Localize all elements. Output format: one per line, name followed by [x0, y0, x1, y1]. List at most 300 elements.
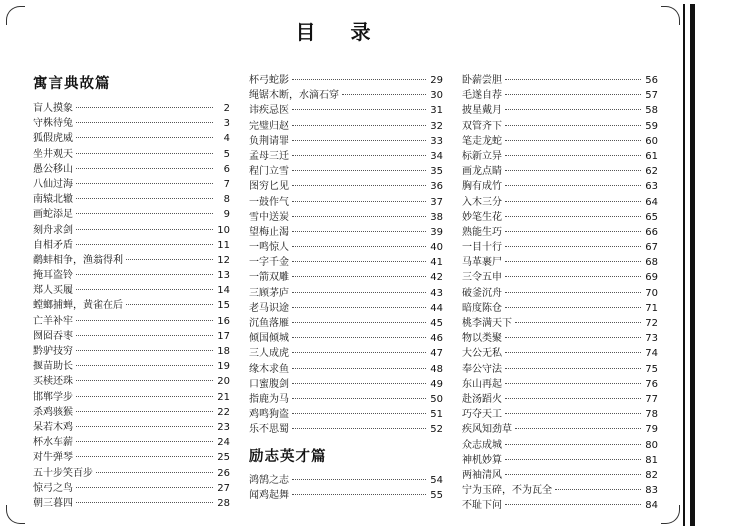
dot-leader: [515, 428, 641, 429]
entry-title: 郑人买履: [33, 285, 73, 297]
dot-leader: [505, 170, 641, 171]
entry-title: 三顾茅庐: [249, 287, 289, 299]
toc-entry[interactable]: [249, 210, 443, 225]
toc-entry[interactable]: [462, 255, 658, 270]
dot-leader: [505, 276, 641, 277]
entry-title: 一箭双雕: [249, 272, 289, 284]
section-title-inspire: 励志英才篇: [249, 447, 327, 465]
entry-title: 沉鱼落雁: [249, 318, 289, 329]
toc-entry[interactable]: [33, 101, 230, 116]
entry-title: 一字千金: [249, 257, 289, 269]
toc-entry[interactable]: [462, 331, 658, 346]
toc-entry[interactable]: [33, 481, 230, 496]
toc-entry[interactable]: [249, 88, 443, 103]
toc-entry[interactable]: [462, 407, 658, 422]
entry-page-number: 36: [430, 181, 443, 193]
toc-entry[interactable]: [33, 177, 230, 192]
entry-page-number: 45: [430, 318, 443, 329]
dot-leader: [292, 322, 426, 323]
toc-entry[interactable]: [33, 268, 230, 283]
dot-leader: [292, 201, 426, 202]
dot-leader: [505, 413, 641, 414]
entry-title: 负荆请罪: [249, 135, 289, 147]
toc-entry[interactable]: [462, 73, 658, 88]
entry-page-number: 54: [430, 474, 443, 486]
toc-entry[interactable]: [249, 103, 443, 118]
entry-page-number: 61: [645, 150, 658, 162]
dot-leader: [76, 487, 213, 488]
toc-entry[interactable]: [249, 407, 443, 422]
toc-entry[interactable]: [33, 162, 230, 177]
entry-title: 画龙点睛: [462, 166, 502, 178]
dot-leader: [292, 413, 426, 414]
dot-leader: [76, 456, 213, 457]
toc-entry[interactable]: [462, 134, 658, 149]
binding-bar: [690, 4, 695, 526]
entry-title: 熟能生巧: [462, 226, 502, 238]
entry-page-number: 60: [645, 135, 658, 147]
entry-title: 入木三分: [462, 196, 502, 208]
toc-column-1: [33, 73, 230, 511]
entry-page-number: 40: [430, 242, 443, 254]
dot-leader: [292, 428, 426, 429]
dot-leader: [76, 411, 213, 412]
binding-line: [683, 4, 685, 526]
toc-entry[interactable]: [462, 301, 658, 316]
entry-page-number: 37: [430, 196, 443, 208]
dot-leader: [505, 109, 641, 110]
dot-leader: [292, 352, 426, 353]
dot-leader: [292, 246, 426, 247]
entry-title: 奉公守法: [462, 363, 502, 375]
entry-page-number: 68: [645, 257, 658, 269]
entry-page-number: 33: [430, 135, 443, 147]
entry-title: 孟母三迁: [249, 150, 289, 162]
section-title-fables: 寓言典故篇: [33, 75, 111, 92]
entry-title: 马革裹尸: [462, 257, 502, 269]
dot-leader: [505, 504, 641, 505]
toc-entry[interactable]: [462, 498, 658, 513]
toc-entry[interactable]: [249, 164, 443, 179]
entry-title: 一鼓作气: [249, 196, 289, 208]
entry-title: 完璧归赵: [249, 120, 289, 132]
toc-entry[interactable]: [33, 298, 230, 313]
entry-title: 鸡鸣狗盗: [249, 409, 289, 421]
entry-page-number: 15: [217, 300, 230, 312]
dot-leader: [505, 201, 641, 202]
entry-page-number: 35: [430, 166, 443, 178]
entry-title: 不耻下问: [462, 500, 502, 512]
toc-entry[interactable]: [33, 390, 230, 405]
entry-title: 三令五申: [462, 272, 502, 284]
dot-leader: [505, 231, 641, 232]
dot-leader: [126, 304, 213, 305]
dot-leader: [292, 155, 426, 156]
toc-entry[interactable]: [33, 450, 230, 465]
entry-page-number: 64: [645, 196, 658, 208]
entry-page-number: 5: [223, 148, 230, 160]
dot-leader: [505, 474, 641, 475]
entry-title: 守株待兔: [33, 118, 73, 130]
dot-leader: [555, 489, 641, 490]
toc-entry[interactable]: [33, 405, 230, 420]
entry-title: 闻鸡起舞: [249, 489, 289, 501]
toc-entry[interactable]: [33, 374, 230, 389]
entry-page-number: 19: [217, 361, 230, 373]
entry-page-number: 55: [430, 489, 443, 501]
entry-title: 鸿鹄之志: [249, 474, 289, 486]
dot-leader: [76, 122, 213, 123]
toc-entry[interactable]: [249, 119, 443, 134]
dot-leader: [292, 337, 426, 338]
entry-title: 宁为玉碎，不为瓦全: [462, 485, 552, 497]
dot-leader: [76, 153, 213, 154]
toc-entry[interactable]: [249, 270, 443, 285]
entry-title: 愚公移山: [33, 163, 73, 175]
entry-page-number: 51: [430, 409, 443, 421]
entry-title: 刻舟求剑: [33, 224, 73, 236]
entry-page-number: 52: [430, 424, 443, 436]
dot-leader: [76, 335, 213, 336]
entry-page-number: 29: [430, 75, 443, 86]
dot-leader: [76, 244, 213, 245]
entry-title: 囫囵吞枣: [33, 330, 73, 342]
toc-entry[interactable]: [249, 255, 443, 270]
toc-entry[interactable]: [33, 329, 230, 344]
entry-title: 黔驴技穷: [33, 346, 73, 357]
toc-entry[interactable]: [33, 238, 230, 253]
entry-title: 绳锯木断，水滴石穿: [249, 90, 339, 102]
entry-page-number: 66: [645, 226, 658, 238]
dot-leader: [292, 276, 426, 277]
toc-entry[interactable]: [462, 483, 658, 498]
toc-entry[interactable]: [462, 453, 658, 468]
entry-page-number: 72: [645, 318, 658, 329]
entry-page-number: 73: [645, 333, 658, 345]
dot-leader: [292, 185, 426, 186]
dot-leader: [292, 398, 426, 399]
entry-title: 妙笔生花: [462, 211, 502, 223]
entry-page-number: 39: [430, 226, 443, 238]
dot-leader: [76, 426, 213, 427]
entry-title: 披星戴月: [462, 105, 502, 117]
entry-title: 巧夺天工: [462, 409, 502, 421]
toc-column-3: [462, 73, 658, 513]
entry-title: 众志成城: [462, 439, 502, 451]
dot-leader: [292, 216, 426, 217]
entry-page-number: 30: [430, 90, 443, 102]
entry-title: 笔走龙蛇: [462, 135, 502, 147]
entry-page-number: 22: [217, 406, 230, 418]
dot-leader: [292, 368, 426, 369]
toc-entry[interactable]: [249, 331, 443, 346]
dot-leader: [96, 472, 213, 473]
entry-page-number: 80: [645, 439, 658, 451]
entry-title: 毛遂自荐: [462, 90, 502, 102]
dot-leader: [505, 444, 641, 445]
entry-title: 神机妙算: [462, 454, 502, 466]
corner-ornament-bottom-right: [661, 505, 680, 524]
entry-title: 惊弓之鸟: [33, 482, 73, 494]
entry-page-number: 62: [645, 166, 658, 178]
dot-leader: [76, 320, 213, 321]
toc-entry[interactable]: [33, 207, 230, 222]
entry-title: 两袖清风: [462, 469, 502, 481]
entry-page-number: 34: [430, 150, 443, 162]
entry-title: 一目十行: [462, 242, 502, 254]
dot-leader: [515, 322, 641, 323]
dot-leader: [292, 79, 426, 80]
entry-title: 口蜜腹剑: [249, 378, 289, 390]
toc-entry[interactable]: [33, 147, 230, 162]
entry-page-number: 27: [217, 482, 230, 494]
entry-title: 自相矛盾: [33, 239, 73, 251]
entry-page-number: 31: [430, 105, 443, 117]
entry-title: 买椟还珠: [33, 376, 73, 388]
toc-entry[interactable]: [249, 73, 443, 88]
toc-entry[interactable]: [33, 466, 230, 481]
entry-title: 螳螂捕蝉，黄雀在后: [33, 300, 123, 312]
toc-entry[interactable]: [249, 316, 443, 331]
entry-page-number: 25: [217, 452, 230, 464]
dot-leader: [292, 494, 426, 495]
toc-entry[interactable]: [249, 346, 443, 361]
toc-entry[interactable]: [249, 392, 443, 407]
toc-entry[interactable]: [33, 496, 230, 511]
toc-entry[interactable]: [462, 103, 658, 118]
entry-page-number: 42: [430, 272, 443, 284]
dot-leader: [76, 213, 213, 214]
entry-page-number: 6: [223, 163, 230, 175]
corner-ornament-bottom-left: [6, 505, 25, 524]
dot-leader: [505, 246, 641, 247]
toc-entry[interactable]: [249, 422, 443, 437]
toc-entry[interactable]: [462, 362, 658, 377]
entry-page-number: 12: [217, 254, 230, 266]
entry-title: 南辕北辙: [33, 194, 73, 206]
toc-entry[interactable]: [249, 488, 443, 503]
entry-title: 物以类聚: [462, 333, 502, 345]
toc-entry[interactable]: [462, 438, 658, 453]
toc-entry[interactable]: [462, 119, 658, 134]
dot-leader: [76, 229, 213, 230]
entry-page-number: 82: [645, 469, 658, 481]
entry-page-number: 84: [645, 500, 658, 512]
toc-entry[interactable]: [462, 270, 658, 285]
entry-page-number: 26: [217, 467, 230, 479]
entry-title: 讳疾忌医: [249, 105, 289, 117]
dot-leader: [292, 479, 426, 480]
toc-entry[interactable]: [33, 283, 230, 298]
toc-entry[interactable]: [33, 131, 230, 146]
entry-title: 卧薪尝胆: [462, 75, 502, 86]
entry-title: 胸有成竹: [462, 181, 502, 193]
toc-entry[interactable]: [462, 225, 658, 240]
dot-leader: [76, 183, 213, 184]
entry-page-number: 16: [217, 315, 230, 327]
dot-leader: [505, 307, 641, 308]
entry-title: 杯水车薪: [33, 437, 73, 449]
entry-page-number: 10: [217, 224, 230, 236]
toc-entry[interactable]: [249, 195, 443, 210]
entry-title: 一鸣惊人: [249, 242, 289, 254]
dot-leader: [505, 383, 641, 384]
entry-title: 桃李满天下: [462, 318, 512, 329]
entry-title: 标新立异: [462, 150, 502, 162]
dot-leader: [505, 94, 641, 95]
toc-entry[interactable]: [462, 149, 658, 164]
toc-entry[interactable]: [33, 420, 230, 435]
toc-entry[interactable]: [249, 377, 443, 392]
dot-leader: [505, 261, 641, 262]
page-title: 目 录: [295, 20, 385, 44]
entry-title: 狐假虎威: [33, 133, 73, 145]
entry-page-number: 76: [645, 378, 658, 390]
dot-leader: [505, 459, 641, 460]
dot-leader: [292, 170, 426, 171]
entry-title: 八仙过海: [33, 178, 73, 190]
toc-column-2: [249, 73, 443, 503]
dot-leader: [505, 352, 641, 353]
entry-title: 杯弓蛇影: [249, 75, 289, 86]
toc-entry[interactable]: [249, 362, 443, 377]
dot-leader: [76, 168, 213, 169]
toc-entry[interactable]: [462, 210, 658, 225]
dot-leader: [292, 125, 426, 126]
toc-list: [249, 473, 443, 503]
entry-page-number: 13: [217, 270, 230, 282]
entry-page-number: 67: [645, 242, 658, 254]
entry-page-number: 18: [217, 346, 230, 357]
toc-entry[interactable]: [462, 179, 658, 194]
dot-leader: [126, 259, 213, 260]
entry-page-number: 81: [645, 454, 658, 466]
dot-leader: [76, 289, 213, 290]
dot-leader: [292, 307, 426, 308]
toc-entry[interactable]: [249, 179, 443, 194]
entry-title: 大公无私: [462, 348, 502, 360]
entry-title: 画蛇添足: [33, 209, 73, 221]
toc-entry[interactable]: [462, 422, 658, 437]
toc-entry[interactable]: [462, 392, 658, 407]
entry-title: 双管齐下: [462, 120, 502, 132]
entry-title: 坐井观天: [33, 148, 73, 160]
entry-page-number: 44: [430, 302, 443, 314]
dot-leader: [505, 155, 641, 156]
entry-title: 破釜沉舟: [462, 287, 502, 299]
entry-title: 程门立雪: [249, 166, 289, 178]
entry-page-number: 14: [217, 285, 230, 297]
entry-title: 乐不思蜀: [249, 424, 289, 436]
toc-entry[interactable]: [249, 225, 443, 240]
entry-title: 三人成虎: [249, 348, 289, 360]
entry-page-number: 65: [645, 211, 658, 223]
toc-entry[interactable]: [33, 314, 230, 329]
dot-leader: [292, 383, 426, 384]
entry-title: 五十步笑百步: [33, 467, 93, 479]
dot-leader: [505, 216, 641, 217]
entry-page-number: 63: [645, 181, 658, 193]
entry-page-number: 17: [217, 330, 230, 342]
entry-page-number: 70: [645, 287, 658, 299]
dot-leader: [505, 140, 641, 141]
toc-entry[interactable]: [462, 88, 658, 103]
entry-title: 暗度陈仓: [462, 302, 502, 314]
toc-entry[interactable]: [462, 468, 658, 483]
dot-leader: [76, 198, 213, 199]
dot-leader: [76, 350, 213, 351]
entry-title: 杀鸡骇猴: [33, 406, 73, 418]
entry-title: 疾风知劲草: [462, 424, 512, 436]
toc-entry[interactable]: [249, 240, 443, 255]
toc-entry[interactable]: [33, 116, 230, 131]
dot-leader: [292, 109, 426, 110]
entry-page-number: 57: [645, 90, 658, 102]
toc-entry[interactable]: [462, 286, 658, 301]
entry-page-number: 58: [645, 105, 658, 117]
entry-page-number: 11: [217, 239, 230, 251]
entry-title: 指鹿为马: [249, 393, 289, 405]
dot-leader: [76, 502, 213, 503]
entry-page-number: 59: [645, 120, 658, 132]
entry-title: 缘木求鱼: [249, 363, 289, 375]
toc-entry[interactable]: [33, 359, 230, 374]
entry-title: 雪中送炭: [249, 211, 289, 223]
dot-leader: [76, 365, 213, 366]
dot-leader: [505, 185, 641, 186]
toc-entry[interactable]: [33, 223, 230, 238]
toc-entry[interactable]: [33, 253, 230, 268]
entry-page-number: 3: [223, 118, 230, 130]
entry-page-number: 71: [645, 302, 658, 314]
toc-entry[interactable]: [249, 301, 443, 316]
toc-entry[interactable]: [462, 316, 658, 331]
entry-title: 呆若木鸡: [33, 421, 73, 433]
dot-leader: [505, 398, 641, 399]
dot-leader: [76, 441, 213, 442]
entry-title: 东山再起: [462, 378, 502, 390]
entry-page-number: 7: [223, 178, 230, 190]
toc-entry[interactable]: [33, 435, 230, 450]
toc-entry[interactable]: [249, 134, 443, 149]
toc-entry[interactable]: [249, 286, 443, 301]
toc-entry[interactable]: [462, 240, 658, 255]
dot-leader: [76, 107, 213, 108]
entry-page-number: 21: [217, 391, 230, 403]
dot-leader: [76, 380, 213, 381]
entry-page-number: 41: [430, 257, 443, 269]
entry-page-number: 47: [430, 348, 443, 360]
toc-entry[interactable]: [462, 377, 658, 392]
toc-entry[interactable]: [249, 149, 443, 164]
entry-page-number: 77: [645, 393, 658, 405]
toc-entry[interactable]: [33, 192, 230, 207]
toc-entry[interactable]: [462, 346, 658, 361]
toc-entry[interactable]: [462, 195, 658, 210]
entry-title: 邯郸学步: [33, 391, 73, 403]
entry-page-number: 24: [217, 437, 230, 449]
entry-title: 图穷匕见: [249, 181, 289, 193]
toc-entry[interactable]: [249, 473, 443, 488]
dot-leader: [505, 79, 641, 80]
toc-entry[interactable]: [462, 164, 658, 179]
dot-leader: [292, 261, 426, 262]
entry-page-number: 32: [430, 120, 443, 132]
entry-page-number: 43: [430, 287, 443, 299]
entry-page-number: 75: [645, 363, 658, 375]
toc-entry[interactable]: [33, 344, 230, 359]
entry-page-number: 50: [430, 393, 443, 405]
